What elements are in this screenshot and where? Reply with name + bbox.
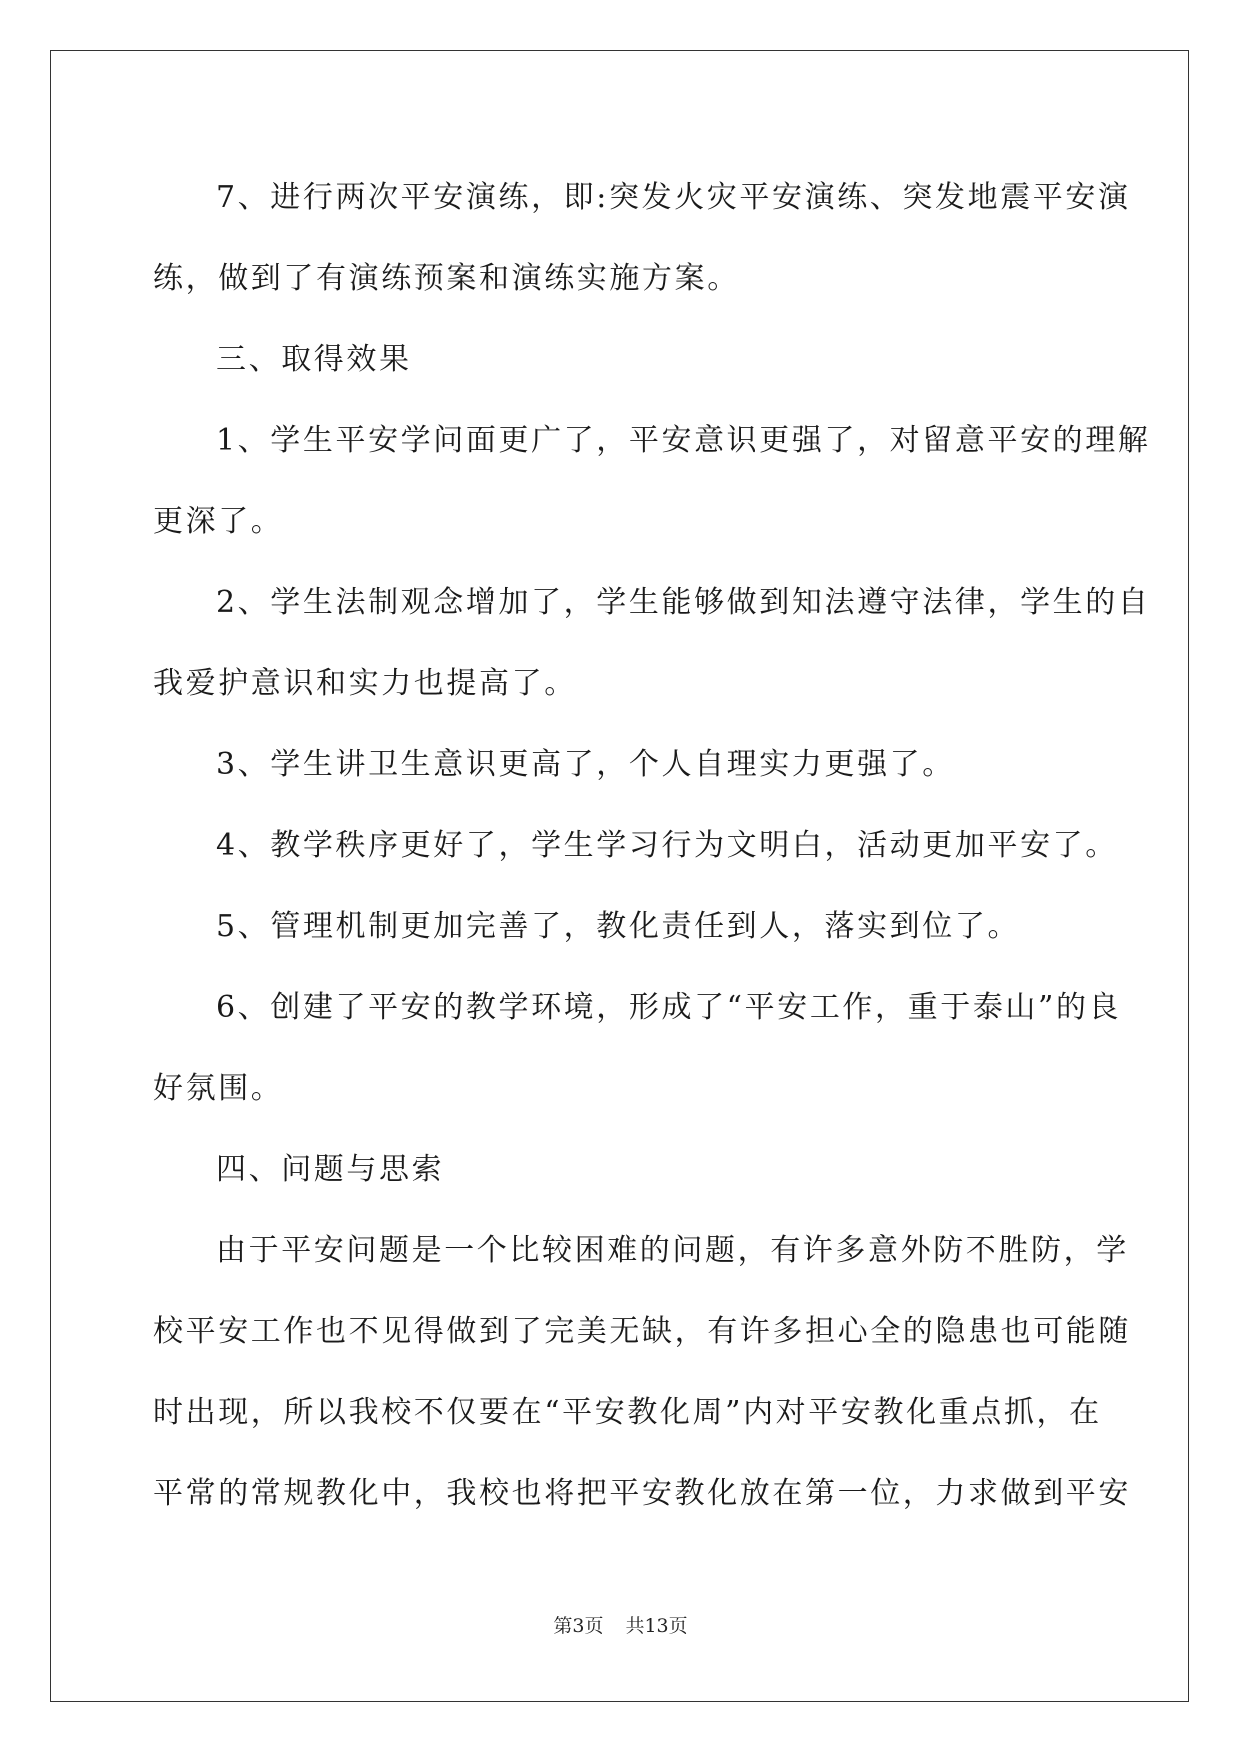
text-line: 5、管理机制更加完善了，教化责任到人，落实到位了。 bbox=[216, 909, 1021, 944]
text-line: 2、学生法制观念增加了，学生能够做到知法遵守法律，学生的自 bbox=[216, 585, 1151, 620]
text-line: 好氛围。 bbox=[153, 1071, 284, 1106]
paragraph-result-3 bbox=[153, 724, 1089, 805]
text-line: 7、进行两次平安演练，即:突发火灾平安演练、突发地震平安演 bbox=[216, 180, 1131, 215]
paragraph-result-6 bbox=[153, 967, 1122, 1129]
page-number: 第3页 bbox=[553, 1615, 604, 1637]
text-line: 3、学生讲卫生意识更高了，个人自理实力更强了。 bbox=[216, 747, 955, 782]
page-total: 共13页 bbox=[625, 1615, 688, 1637]
heading-text: 三、取得效果 bbox=[216, 342, 412, 377]
paragraph-item-7 bbox=[153, 157, 1131, 319]
paragraph-result-1 bbox=[153, 400, 1151, 562]
text-line: 时出现，所以我校不仅要在“平安教化周”内对平安教化重点抓，在 bbox=[153, 1395, 1102, 1430]
text-line: 4、教学秩序更好了，学生学习行为文明白，活动更加平安了。 bbox=[216, 828, 1118, 863]
text-line: 校平安工作也不见得做到了完美无缺，有许多担心全的隐患也可能随 bbox=[153, 1314, 1131, 1349]
section-heading-issues bbox=[153, 1129, 1089, 1210]
text-line: 我爱护意识和实力也提高了。 bbox=[153, 666, 577, 701]
text-line: 平常的常规教化中，我校也将把平安教化放在第一位，力求做到平安 bbox=[153, 1476, 1131, 1511]
paragraph-issues bbox=[153, 1210, 1131, 1534]
text-line: 练，做到了有演练预案和演练实施方案。 bbox=[153, 261, 740, 296]
text-line: 6、创建了平安的教学环境，形成了“平安工作，重于泰山”的良 bbox=[216, 990, 1122, 1025]
paragraph-result-2 bbox=[153, 562, 1151, 724]
heading-text: 四、问题与思索 bbox=[216, 1152, 445, 1187]
page-footer bbox=[0, 1611, 1241, 1638]
paragraph-result-5 bbox=[153, 886, 1089, 967]
document-body bbox=[153, 157, 1151, 1534]
text-line: 1、学生平安学问面更广了，平安意识更强了，对留意平安的理解 bbox=[216, 423, 1151, 458]
text-line: 更深了。 bbox=[153, 504, 284, 539]
section-heading-results bbox=[153, 319, 1089, 400]
paragraph-result-4 bbox=[153, 805, 1118, 886]
text-line: 由于平安问题是一个比较困难的问题，有许多意外防不胜防，学 bbox=[216, 1233, 1129, 1268]
